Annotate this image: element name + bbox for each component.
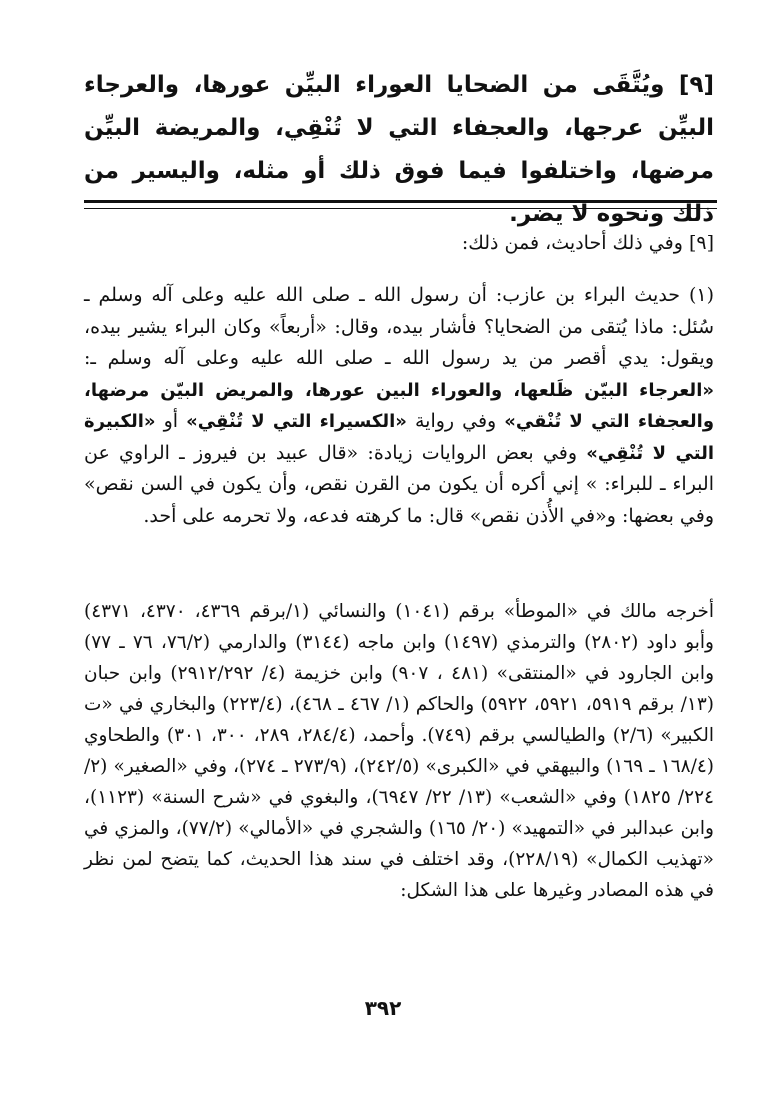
intro-paragraph: [٩] وفي ذلك أحاديث، فمن ذلك: — [461, 232, 714, 254]
section-heading: [٩] ويُتَّقَى من الضحايا العوراء البيِّن عورها، والعرجاء البيِّن عرجها، والعجفاء التي لا تُنْقِي، والمريضة البيِّن مرضها، واختلفوا فيما فوق ذلك أو مثله، واليسير من ذلك ونحوه لا يضر. — [84, 72, 714, 227]
hadith-paragraph — [84, 280, 714, 532]
hadith-text-1: (١) حديث البراء بن عازب: أن رسول الله ـ صلى الله عليه وعلى آله وسلم ـ سُئل: ماذا يُتقى من الضحايا؟ فأشار بيده، وقال: «أربعاً» وكان البراء يشير بيده، ويقول: يدي أقصر من يد رسول الله ـ صلى الله عليه وعلى آله وسلم ـ: — [84, 284, 714, 369]
hadith-text-2: وفي رواية — [414, 410, 497, 432]
heading-divider-thick — [84, 200, 717, 203]
page-number: ٣٩٢ — [364, 996, 402, 1020]
heading-divider-thin — [84, 208, 717, 209]
takhrij-paragraph: أخرجه مالك في «الموطأ» برقم (١٠٤١) والنسائي (١/برقم ٤٣٦٩، ٤٣٧٠، ٤٣٧١) وأبو داود (٢٨٠٢) والترمذي (١٤٩٧) وابن ماجه (٣١٤٤) والدارمي (٧٦/٢، ٧٦ ـ ٧٧) وابن الجارود في «المنتقى» (٤٨١ ، ٩٠٧) وابن خزيمة (٤/ ٢٩١٢/٢٩٢) وابن حبان (١٣/ برقم ٥٩١٩، ٥٩٢١، ٥٩٢٢) والحاكم (١/ ٤٦٧ ـ ٤٦٨)، (٢٢٣/٤) والبخاري في «ت الكبير» (٢/٦) والطيالسي برقم (٧٤٩). وأحمد، (٢٨٤/٤، ٢٨٩، ٣٠٠، ٣٠١) والطحاوي (١٦٨/٤ ـ ١٦٩) والبيهقي في «الكبرى» (٢٤٢/٥)، (٢٧٣/٩ ـ ٢٧٤)، وفي «الصغير» (٢/ ٢٢٤/ ١٨٢٥) وفي «الشعب» (١٣/ ٢٢/ ٦٩٤٧)، والبغوي في «شرح السنة» (١١٢٣)، وابن عبدالبر في «التمهيد» (٢٠/ ١٦٥) والشجري في «الأمالي» (٧٧/٢)، والمزي في «تهذيب الكمال» (٢٢٨/١٩)، وقد اختلف في سند هذا الحديث، كما يتضح لمن نظر في هذه المصادر وغيرها على هذا الشكل: — [84, 601, 714, 901]
hadith-bold-3: «الكبيرة التي لا تُنْقِي» — [84, 411, 714, 464]
hadith-bold-2: «الكسيراء التي لا تُنْقِي» — [186, 411, 407, 432]
hadith-text-4: وفي بعض الروايات زيادة: «قال عبيد بن فيروز ـ الراوي عن البراء ـ للبراء: » إني أكره أن يكون من القرن نقص، وأن يكون في السن نقص» وفي بعضها: و«في الأُذن نقص» قال: ما كرهته فدعه، ولا تحرمه على أحد. — [84, 441, 714, 527]
hadith-bold-1: «العرجاء البيّن ظَلعها، والعوراء البين عورها، والمريض البيّن مرضها، والعجفاء التي لا تُنْقي» — [84, 379, 715, 432]
hadith-text-3: أو — [163, 410, 179, 432]
